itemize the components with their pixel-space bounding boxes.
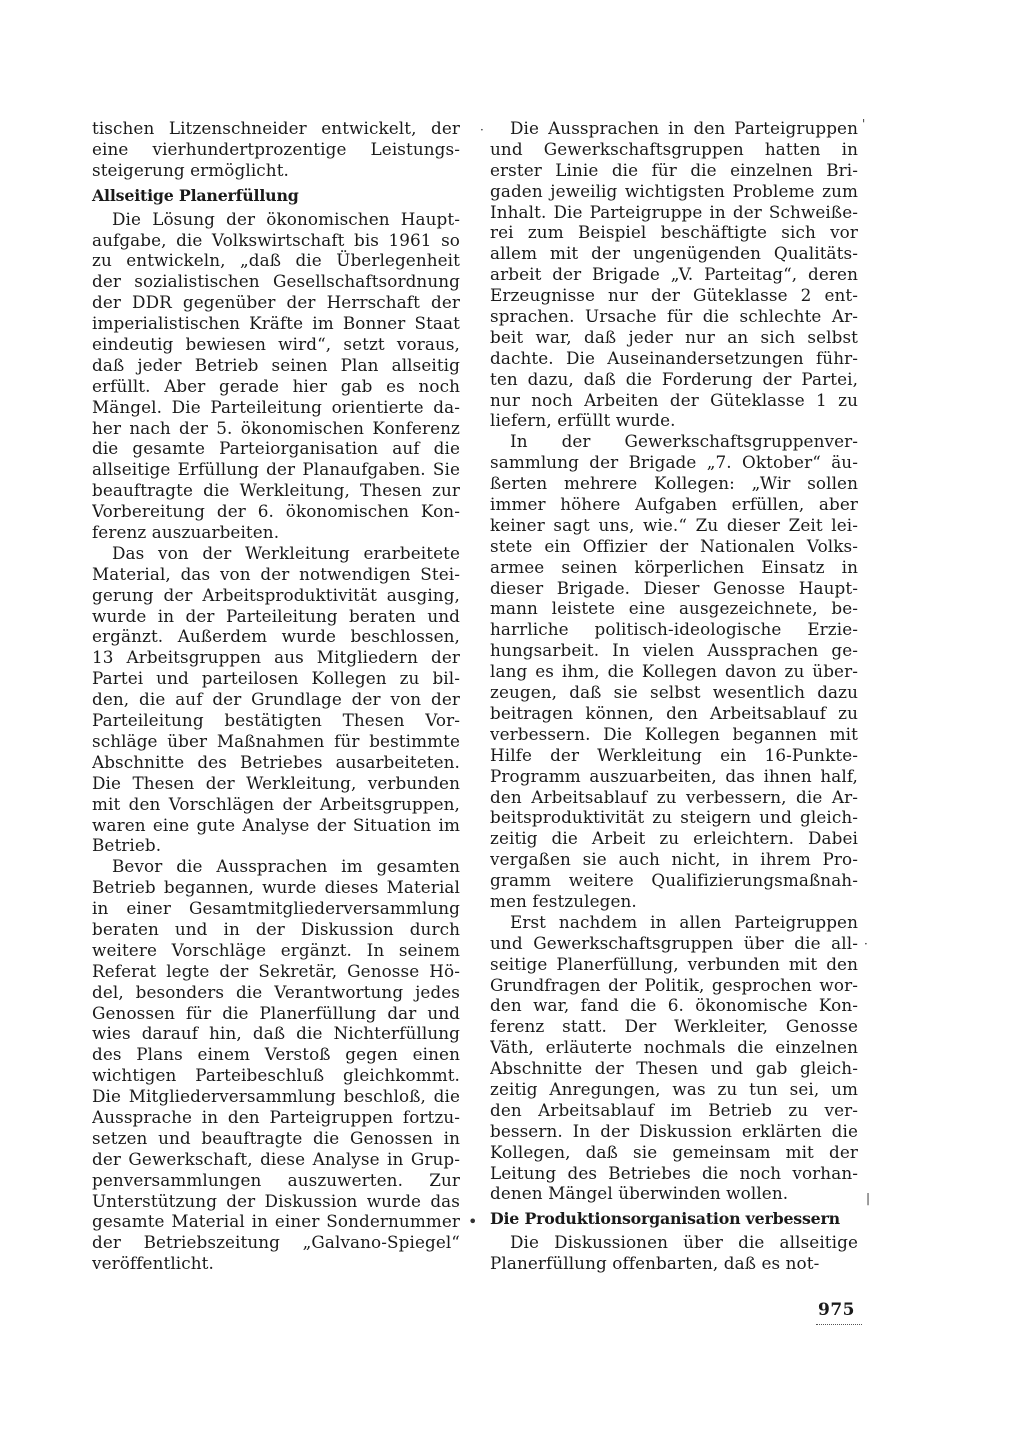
text-line: den, die auf der Grundlage der von der — [92, 689, 460, 710]
text-line: Das von der Werkleitung erarbeitete — [112, 542, 460, 563]
text-line: Partei und parteilosen Kollegen zu bil- — [92, 668, 460, 689]
text-line: und Gewerkschaftsgruppen über die all- — [490, 932, 858, 953]
text-line: Referat legte der Sekretär, Genosse Hö- — [92, 960, 460, 981]
text-line: harrliche politisch-ideologische Erzie- — [490, 619, 858, 640]
text-line: Betrieb begannen, wurde dieses Material — [92, 877, 460, 898]
text-line: men festzulegen. — [490, 890, 637, 911]
text-line: und Gewerkschaftsgruppen hatten in — [490, 138, 858, 159]
text-line: Abschnitte des Betriebes ausarbeiteten. — [92, 751, 460, 772]
text-line: zu entwickeln, „daß die Überlegenheit — [92, 250, 460, 271]
text-line: Hilfe der Werkleitung ein 16-Punkte- — [490, 744, 858, 765]
margin-bullet: • — [468, 1212, 478, 1231]
text-line: Die Mitgliederversammlung beschloß, die — [92, 1086, 460, 1107]
text-line: weitere Vorschläge ergänzt. In seinem — [92, 939, 460, 960]
text-line: in einer Gesamtmitgliederversammlung — [92, 898, 460, 919]
text-line: Parteileitung bestätigten Thesen Vor- — [92, 710, 460, 731]
text-line: steigerung ermöglicht. — [92, 159, 289, 180]
paragraph-werkleitung — [92, 543, 460, 856]
text-line: wichtigen Parteibeschluß gleichkommt. — [92, 1065, 460, 1086]
text-line: stete ein Offizier der Nationalen Volks- — [490, 535, 858, 556]
text-line: Erzeugnisse nur der Güteklasse 2 ent- — [490, 285, 858, 306]
text-line: liefern, erfüllt wurde. — [490, 410, 676, 431]
text-line: arbeit der Brigade „V. Parteitag“, deren — [490, 264, 858, 285]
text-line: immer höhere Aufgaben erfüllen, aber — [490, 494, 858, 515]
left-column — [92, 118, 460, 1274]
text-line: Programm auszuarbeiten, das ihnen half, — [490, 765, 858, 786]
text-line: Inhalt. Die Parteigruppe in der Schweiße- — [490, 201, 858, 222]
paragraph-continuation — [92, 118, 460, 181]
text-line: erfüllt. Aber gerade hier gab es noch — [92, 375, 460, 396]
text-line: tischen Litzenschneider entwickelt, der — [92, 118, 460, 138]
text-line: eine vierhundertprozentige Leistungs- — [92, 138, 460, 159]
text-line: Die Lösung der ökonomischen Haupt- — [112, 208, 460, 229]
text-line: wurde in der Parteileitung beraten und — [92, 605, 460, 626]
text-line: armee seinen körperlichen Einsatz in — [490, 556, 858, 577]
text-line: eindeutig bewiesen wird“, setzt voraus, — [92, 334, 460, 355]
text-line: beitragen können, den Arbeitsablauf zu — [490, 702, 858, 723]
text-line: imperialistischen Kräfte im Bonner Staat — [92, 313, 460, 334]
text-line: gramm weitere Qualifizierungsmaßnah- — [490, 870, 858, 891]
right-column — [490, 118, 858, 1274]
text-line: denen Mängel überwinden wollen. — [490, 1183, 789, 1204]
page-number: 975 — [818, 1300, 855, 1320]
section-heading-produktionsorganisation: Die Produktionsorganisation verbessern — [490, 1209, 840, 1229]
text-line: beit war, daß jeder nur an sich selbst — [490, 326, 858, 347]
text-line: 13 Arbeitsgruppen aus Mitgliedern der — [92, 647, 460, 668]
text-line: Material, das von der notwendigen Stei- — [92, 563, 460, 584]
text-line: Kollegen, daß sie gemeinsam mit der — [490, 1141, 858, 1162]
text-line: Mängel. Die Parteileitung orientierte da- — [92, 396, 460, 417]
text-line: verbessern. Die Kollegen begannen mit — [490, 723, 858, 744]
text-line: Aussprache in den Parteigruppen fortzu- — [92, 1106, 460, 1127]
text-line: del, besonders die Verantwortung jedes — [92, 981, 460, 1002]
text-line: Vorbereitung der 6. ökonomischen Kon- — [92, 501, 460, 522]
paragraph-diskussionen — [490, 1232, 858, 1274]
text-line: ferenz auszuarbeiten. — [92, 522, 280, 543]
margin-mark: ' — [862, 117, 866, 131]
text-line: dachte. Die Auseinandersetzungen führ- — [490, 347, 858, 368]
text-line: vergaßen sie auch nicht, in ihrem Pro- — [490, 849, 858, 870]
text-line: allseitige Erfüllung der Planaufgaben. Sie — [92, 459, 460, 480]
text-line: In der Gewerkschaftsgruppenver- — [510, 431, 858, 452]
text-line: waren eine gute Analyse der Situation im — [92, 814, 460, 835]
text-line: keiner sagt uns, wie.“ Zu dieser Zeit lei- — [490, 514, 858, 535]
text-line: Bevor die Aussprachen im gesamten — [112, 856, 460, 877]
text-line: penversammlungen auszuwerten. Zur — [92, 1169, 460, 1190]
text-line: des Plans einem Verstoß gegen einen — [92, 1044, 460, 1065]
text-line: Die Diskussionen über die allseitige — [510, 1232, 858, 1253]
text-line: seitige Planerfüllung, verbunden mit den — [490, 953, 858, 974]
text-line: Betrieb. — [92, 835, 162, 856]
text-line: ßerten mehrere Kollegen: „Wir sollen — [490, 473, 858, 494]
text-line: sprachen. Ursache für die schlechte Ar- — [490, 306, 858, 327]
text-line: Genossen für die Planerfüllung dar und — [92, 1002, 460, 1023]
text-line: gaden jeweilig wichtigsten Probleme zum — [490, 180, 858, 201]
text-line: nur noch Arbeiten der Güteklasse 1 zu — [490, 389, 858, 410]
text-line: zeitig die Arbeit zu erleichtern. Dabei — [490, 828, 858, 849]
text-line: beraten und in der Diskussion durch — [92, 918, 460, 939]
text-line: Planerfüllung offenbarten, daß es not- — [490, 1253, 820, 1274]
text-line: die gesamte Parteiorganisation auf die — [92, 438, 460, 459]
text-line: beitsproduktivität zu steigern und gleich- — [490, 807, 858, 828]
text-line: hungsarbeit. In vielen Aussprachen ge- — [490, 640, 858, 661]
paragraph-brigade-oktober — [490, 431, 858, 911]
margin-dot: · — [480, 123, 484, 137]
text-line: Unterstützung der Diskussion wurde das — [92, 1190, 460, 1211]
text-line: her nach der 5. ökonomischen Konferenz — [92, 417, 460, 438]
text-line: Die Thesen der Werkleitung, verbunden — [92, 772, 460, 793]
text-line: gerung der Arbeitsproduktivität ausging, — [92, 584, 460, 605]
text-line: allem mit der ungenügenden Qualitäts- — [490, 243, 858, 264]
text-line: lang es ihm, die Kollegen davon zu über- — [490, 661, 858, 682]
text-line: den Arbeitsablauf zu verbessern, die Ar- — [490, 786, 858, 807]
text-line: ten dazu, daß die Forderung der Partei, — [490, 368, 858, 389]
paragraph-oekonomische-konferenz — [490, 912, 858, 1204]
text-line: ferenz statt. Der Werkleiter, Genosse — [490, 1016, 858, 1037]
page-number-rule — [816, 1324, 862, 1325]
text-line: erster Linie die für die einzelnen Bri- — [490, 159, 858, 180]
text-line: Die Aussprachen in den Parteigruppen — [510, 118, 858, 138]
text-line: rei zum Beispiel beschäftigte sich vor — [490, 222, 858, 243]
text-line: beauftragte die Werkleitung, Thesen zur — [92, 480, 460, 501]
text-line: mit den Vorschlägen der Arbeitsgruppen, — [92, 793, 460, 814]
paragraph-loesung — [92, 209, 460, 543]
text-line: der Betriebszeitung „Galvano-Spiegel“ — [92, 1232, 460, 1253]
text-line: dieser Brigade. Dieser Genosse Haupt- — [490, 577, 858, 598]
text-line: daß jeder Betrieb seinen Plan allseitig — [92, 354, 460, 375]
text-line: den Arbeitsablauf im Betrieb zu ver- — [490, 1099, 858, 1120]
text-line: bessern. In der Diskussion erklärten die — [490, 1120, 858, 1141]
text-line: wies darauf hin, daß die Nichterfüllung — [92, 1023, 460, 1044]
paragraph-parteigruppen — [490, 118, 858, 431]
text-line: aufgabe, die Volkswirtschaft bis 1961 so — [92, 229, 460, 250]
text-line: den war, fand die 6. ökonomische Kon- — [490, 995, 858, 1016]
margin-dot: · — [864, 937, 868, 951]
text-line: zeitig Anregungen, was zu tun sei, um — [490, 1078, 858, 1099]
text-line: Erst nachdem in allen Parteigruppen — [510, 911, 858, 932]
section-heading-allseitige-planerfuellung: Allseitige Planerfüllung — [92, 185, 299, 205]
text-line: zeugen, daß sie selbst wesentlich dazu — [490, 682, 858, 703]
text-line: Abschnitte der Thesen und gab gleich- — [490, 1058, 858, 1079]
text-line: Leitung des Betriebes die noch vorhan- — [490, 1162, 858, 1183]
text-line: gesamte Material in einer Sondernummer — [92, 1211, 460, 1232]
text-line: sammlung der Brigade „7. Oktober“ äu- — [490, 452, 858, 473]
text-line: schläge über Maßnahmen für bestimmte — [92, 730, 460, 751]
text-line: mann leistete eine ausgezeichnete, be- — [490, 598, 858, 619]
text-line: Väth, erläuterte nochmals die einzelnen — [490, 1037, 858, 1058]
text-line: Grundfragen der Politik, gesprochen wor- — [490, 974, 858, 995]
paragraph-aussprachen — [92, 856, 460, 1274]
text-line: der DDR gegenüber der Herrschaft der — [92, 292, 460, 313]
margin-mark: | — [866, 1191, 871, 1205]
text-line: setzen und beauftragte die Genossen in — [92, 1127, 460, 1148]
text-line: veröffentlicht. — [92, 1253, 214, 1274]
text-line: der Gewerkschaft, diese Analyse in Grup- — [92, 1148, 460, 1169]
text-line: der sozialistischen Gesellschaftsordnung — [92, 271, 460, 292]
text-line: ergänzt. Außerdem wurde beschlossen, — [92, 626, 460, 647]
